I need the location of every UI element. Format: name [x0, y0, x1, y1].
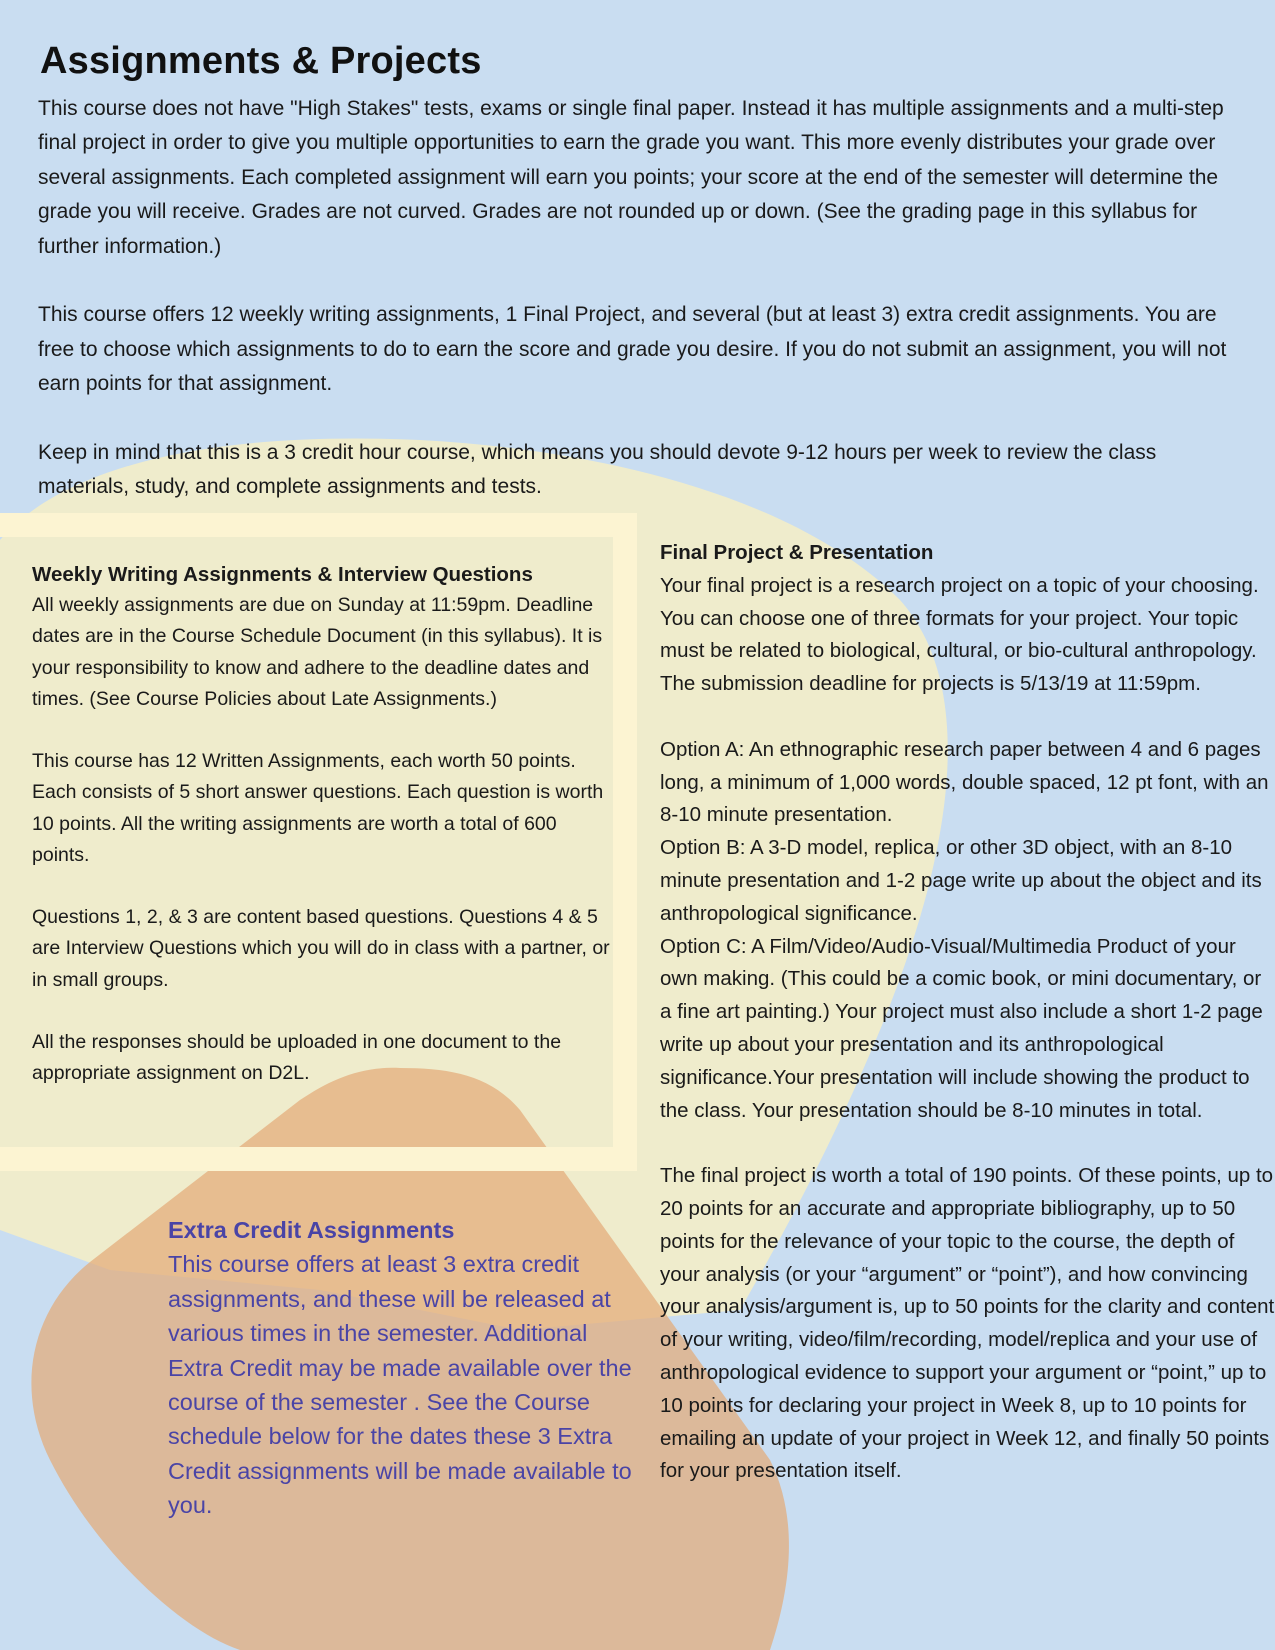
weekly-assignments-section: [32, 559, 612, 1121]
final-option-a: Option A: An ethnographic research paper between 4 and 6 pages long, a minimum of 1,000 words, double spaced, 12 pt font, with an 8-10 minute presentation.: [660, 737, 1269, 827]
weekly-paragraph-3: Questions 1, 2, & 3 are content based questions. Questions 4 & 5 are Interview Questions which you will do in class with a partner, or in small groups.: [32, 906, 610, 991]
final-project-section: [660, 537, 1275, 1488]
final-points-paragraph: The final project is worth a total of 190 points. Of these points, up to 20 points for an accurate and appropriate bibliography, up to 50 points for the relevance of your topic to the course, the depth of your analysis (or your “argument” or “point”), and how convincing your analysis/argument is, up to 50 points for the clarity and content of your writing, video/film/recording, model/replica and your use of anthropological evidence to support your argument or “point,” up to 10 points for declaring your project in Week 8, up to 10 points for emailing an update of your project in Week 12, and finally 50 points for your presentation itself.: [660, 1164, 1275, 1483]
weekly-paragraph-2: This course has 12 Written Assignments, each worth 50 points. Each consists of 5 short answer questions. Each question is worth 10 points. All the writing assignments are worth a total of 600 points.: [32, 750, 604, 866]
extra-credit-heading: Extra Credit Assignments: [168, 1217, 455, 1243]
intro-paragraph-2: This course offers 12 weekly writing assignments, 1 Final Project, and several (but at least 3) extra credit assignments. You are free to choose which assignments to do to earn the score and grade you desire. If you do not submit an assignment, you will not earn points for that assignment.: [38, 303, 1227, 396]
final-paragraph-intro: Your final project is a research project on a topic of your choosing. You can choose one of three formats for your project. Your topic must be related to biological, cultural, or bio-cultural anthropology. The submission deadline for projects is 5/13/19 at 11:59pm.: [660, 573, 1259, 696]
intro-paragraph-1: This course does not have "High Stakes" tests, exams or single final paper. Instead it has multiple assignments and a multi-step final project in order to give you multiple opportunities to earn the grade you want. This more evenly distributes your grade over several assignments. Each completed assignment will earn you points; your score at the end of the semester will determine the grade you will receive. Grades are not curved. Grades are not rounded up or down. (See the grading page in this syllabus for further information.): [38, 97, 1224, 258]
weekly-paragraph-1: All weekly assignments are due on Sunday at 11:59pm. Deadline dates are in the Course Schedule Document (in this syllabus). It is your responsibility to know and adhere to the deadline dates and times. (See Course Policies about Late Assignments.): [32, 594, 603, 710]
extra-credit-paragraph: This course offers at least 3 extra credit assignments, and these will be released at various times in the semester. Additional Extra Credit may be made available over the course of the semester . See the Course schedule below for the dates these 3 Extra Credit assignments will be made available to you.: [168, 1251, 632, 1519]
intro-section: [38, 92, 1243, 539]
extra-credit-section: [168, 1213, 638, 1523]
weekly-paragraph-4: All the responses should be uploaded in one document to the appropriate assignment on D2L.: [32, 1031, 562, 1085]
final-option-b: Option B: A 3-D model, replica, or other 3D object, with an 8-10 minute presentation and 1-2 page write up about the object and its anthropological significance.: [660, 836, 1262, 925]
weekly-heading: Weekly Writing Assignments & Interview Questions: [32, 563, 533, 586]
page-title: Assignments & Projects: [40, 40, 482, 82]
intro-paragraph-3: Keep in mind that this is a 3 credit hour course, which means you should devote 9-12 hours per week to review the class materials, study, and complete assignments and tests.: [38, 441, 1157, 499]
final-option-c: Option C: A Film/Video/Audio-Visual/Multimedia Product of your own making. (This could be a comic book, or mini documentary, or a fine art painting.) Your project must also include a short 1-2 page write up about your presentation and its anthropological significance.Your presentation will include showing the product to the class. Your presentation should be 8-10 minutes in total.: [660, 934, 1263, 1122]
final-heading: Final Project & Presentation: [660, 541, 934, 564]
